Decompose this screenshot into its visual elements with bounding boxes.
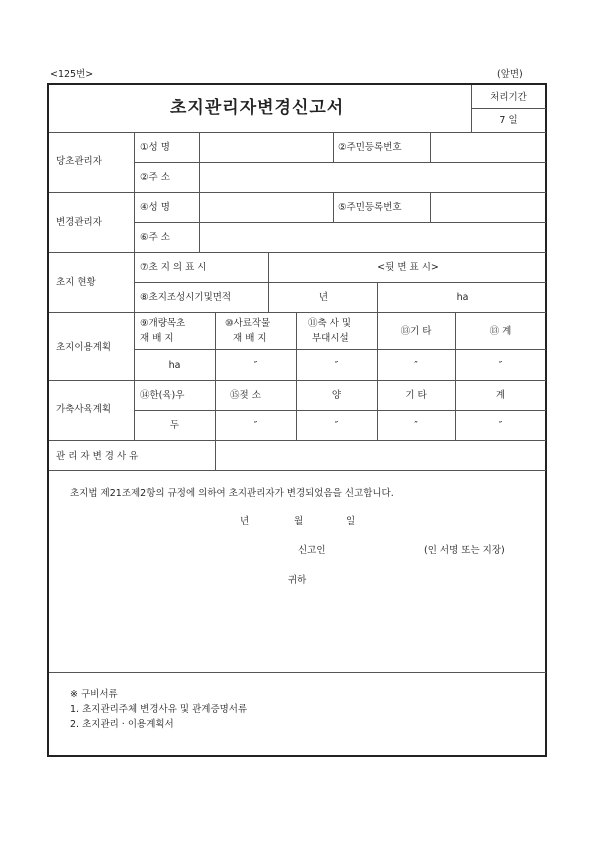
processing-period-value: 7 일 — [499, 115, 518, 126]
livestock-unit-head: 두 — [169, 420, 180, 431]
use-col-forage-crop-b: 재 배 지 — [233, 333, 267, 344]
back-page-display: <뒷 면 표 시> — [377, 262, 439, 273]
creation-area-unit: ha — [456, 292, 469, 303]
use-col-barn-b: 부대시설 — [312, 333, 349, 344]
use-col-improved-pasture-a: ⑨개량목초 — [140, 318, 186, 329]
form-number: <125번> — [50, 69, 94, 80]
livestock-unit-ditto-2: ″ — [334, 420, 339, 431]
change-reason-label: 관 리 자 변 경 사 유 — [56, 451, 139, 462]
signature-note: (인 서명 또는 지장) — [424, 545, 505, 556]
use-col-forage-crop-a: ⑩사료작물 — [225, 318, 271, 329]
new-name-label: ④성 명 — [140, 202, 170, 213]
processing-period-label: 처리기간 — [490, 92, 527, 103]
grassland-display-label: ⑦초 지 의 표 시 — [140, 262, 207, 273]
new-name-field[interactable] — [201, 194, 331, 220]
use-unit-ditto-3: ″ — [414, 360, 418, 371]
addressee-label: 귀하 — [288, 575, 307, 586]
livestock-unit-ditto-1: ″ — [253, 420, 258, 431]
use-unit-ditto-1: ″ — [253, 360, 258, 371]
required-doc-1: 1. 초지관리주체 변경사유 및 관계증명서류 — [70, 704, 248, 715]
creation-year-unit: 년 — [318, 292, 329, 303]
required-doc-2: 2. 초지관리 · 이용계획서 — [70, 719, 174, 730]
creation-period-area-label: ⑧초지조성시기및면적 — [140, 292, 232, 303]
current-manager-section: 당초관리자 — [56, 156, 102, 167]
required-docs-heading: ※ 구비서류 — [70, 689, 118, 700]
use-unit-ditto-4: ″ — [498, 360, 503, 371]
reporter-label: 신고인 — [298, 545, 326, 556]
livestock-col-total: 계 — [495, 390, 506, 401]
current-address-label: ②주 소 — [140, 172, 170, 183]
livestock-plan-section: 가축사육계획 — [56, 404, 112, 415]
front-page-label: (앞면) — [497, 69, 523, 80]
current-name-label: ①성 명 — [140, 142, 170, 153]
current-address-field[interactable] — [201, 164, 544, 190]
new-rrn-label: ⑤주민등록번호 — [338, 202, 402, 213]
livestock-col-other: 기 타 — [405, 390, 427, 401]
livestock-col-korean-cattle: ⑭한(육)우 — [140, 390, 185, 401]
current-name-field[interactable] — [201, 134, 331, 160]
date-day: 일 — [346, 516, 356, 527]
use-col-barn-a: ⑪축 사 및 — [308, 318, 352, 329]
livestock-unit-ditto-4: ″ — [498, 420, 503, 431]
date-month: 월 — [294, 516, 304, 527]
livestock-unit-ditto-3: ″ — [414, 420, 418, 431]
current-rrn-field[interactable] — [432, 134, 544, 160]
use-unit-ditto-2: ″ — [334, 360, 339, 371]
new-rrn-field[interactable] — [432, 194, 544, 220]
use-col-other: ⑬기 타 — [400, 326, 432, 337]
date-year: 년 — [240, 516, 250, 527]
grassland-status-section: 초지 현황 — [56, 277, 96, 288]
livestock-col-sheep: 양 — [331, 390, 342, 401]
use-col-improved-pasture-b: 재 배 지 — [140, 333, 174, 344]
livestock-col-dairy-cow: ⑮젖 소 — [230, 390, 261, 401]
current-rrn-label: ②주민등록번호 — [338, 142, 402, 153]
new-address-field[interactable] — [201, 224, 544, 250]
new-address-label: ⑥주 소 — [140, 232, 170, 243]
use-unit-ha: ha — [168, 360, 181, 371]
declaration-statement: 초지법 제21조제2항의 규정에 의하여 초지관리자가 변경되었음을 신고합니다. — [70, 488, 394, 499]
use-col-total: ⑬ 계 — [489, 326, 512, 337]
new-manager-section: 변경관리자 — [56, 217, 102, 228]
form-title: 초지관리자변경신고서 — [170, 98, 345, 118]
change-reason-field[interactable] — [217, 442, 544, 468]
use-plan-section: 초지이용계획 — [56, 342, 112, 353]
